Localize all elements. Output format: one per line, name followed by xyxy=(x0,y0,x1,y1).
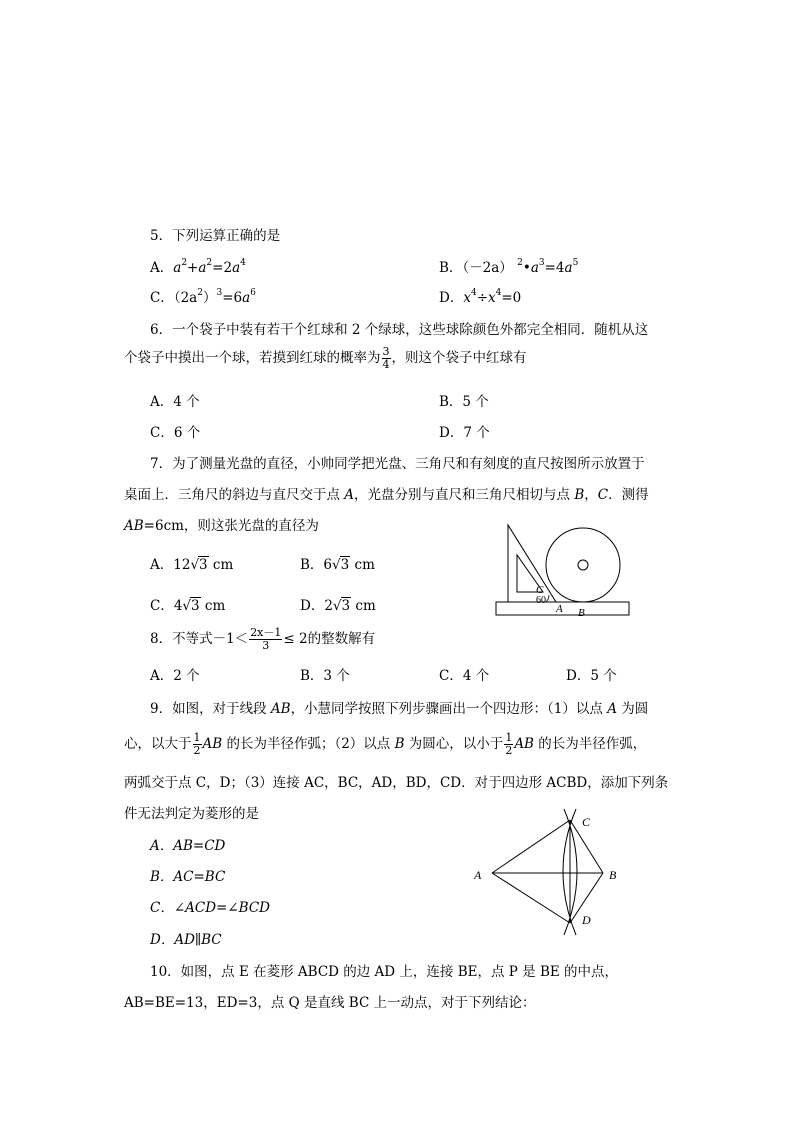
q6-line2: 个袋子中摸出一个球，若摸到红球的概率为 $\frac{3}{4}$ ，则这个袋子中红球有 xyxy=(124,345,527,371)
label-c: C xyxy=(582,815,591,829)
label-d: D xyxy=(582,913,591,927)
q9-option-b: B．AC=BC xyxy=(150,869,226,885)
fraction: $\frac{1}{2}$ xyxy=(505,731,513,757)
label-c: C xyxy=(536,584,544,596)
q10-line1: 10．如图，点 E 在菱形 ABCD 的边 AD 上，连接 BE，点 P 是 BE 的中点， xyxy=(150,964,619,980)
triangle-ruler xyxy=(508,525,556,602)
q9-line3: 两弧交于点 C，D；（3）连接 AC，BC，AD，BD，CD．对于四边形 ACBD，添加下列条 xyxy=(124,775,669,791)
label-b: B xyxy=(578,607,585,619)
fraction: $\frac{1}{2}$ xyxy=(193,731,201,757)
q8-option-a: A．2 个 xyxy=(150,668,200,684)
q5-option-a: A．$a^2+a^2=2a^4$ xyxy=(150,258,246,276)
q5-stem: 5．下列运算正确的是 xyxy=(150,228,281,244)
q9-line1: 9．如图，对于线段 AB，小慧同学按照下列步骤画出一个四边形：（1）以点 A 为圆 xyxy=(150,701,649,717)
q7-figure xyxy=(490,520,635,620)
label-60: 60 xyxy=(536,595,546,606)
q9-option-d: D．AD∥BC xyxy=(150,932,222,948)
q9-line4: 件无法判定为菱形的是 xyxy=(124,806,259,822)
disc xyxy=(546,528,620,602)
q7-line2: 桌面上．三角尺的斜边与直尺交于点 A，光盘分别与直尺和三角尺相切与点 B，C．测得 xyxy=(124,487,649,503)
q8-option-d: D．5 个 xyxy=(566,668,617,684)
q7-option-d: D．2√3 cm xyxy=(300,598,376,614)
q6-option-c: C．6 个 xyxy=(150,425,201,441)
q7-option-b: B．6√3 cm xyxy=(300,557,375,573)
q5-option-b: B．（－2a） $^2•a^3=4a^5$ xyxy=(439,258,579,276)
q7-option-c: C．4√3 cm xyxy=(150,598,226,614)
q6-option-d: D．7 个 xyxy=(439,425,490,441)
q7-line1: 7．为了测量光盘的直径，小帅同学把光盘、三角尺和有刻度的直尺按图所示放置于 xyxy=(150,456,645,472)
label-a: A xyxy=(556,603,563,615)
q7-line3: AB=6cm，则这张光盘的直径为 xyxy=(124,518,319,534)
disc-hole xyxy=(578,560,588,570)
q8-option-b: B．3 个 xyxy=(300,668,350,684)
segment-ad xyxy=(492,873,570,923)
segment-ac xyxy=(492,820,570,873)
q6-line1: 6．一个袋子中装有若干个红球和 2 个绿球，这些球除颜色外都完全相同．随机从这 xyxy=(150,322,649,338)
q10-line2: AB=BE=13，ED=3，点 Q 是直线 BC 上一动点，对于下列结论： xyxy=(124,995,536,1011)
label-a: A xyxy=(474,868,482,882)
fraction: $\frac{3}{4}$ xyxy=(382,345,390,371)
q6-option-a: A．4 个 xyxy=(150,394,200,410)
q8-stem: 8．不等式－1＜ $\frac{2x-1}{3}$ ≤ 2的整数解有 xyxy=(150,626,376,652)
q6-option-b: B．5 个 xyxy=(439,394,489,410)
q5-option-d: D．$x^4\div x^4=0$ xyxy=(439,288,522,306)
q8-option-c: C．4 个 xyxy=(439,668,490,684)
label-b: B xyxy=(609,868,617,882)
q5-option-c: C．$(2a^2)^3=6a^6$ xyxy=(150,288,256,306)
fraction: $\frac{2x-1}{3}$ xyxy=(250,626,282,652)
q9-figure xyxy=(470,805,630,940)
q7-option-a: A．12√3 cm xyxy=(150,557,234,573)
q9-line2: 心，以大于 $\frac{1}{2}$ AB 的长为半径作弧；（2）以点 B 为圆心，以小于 $\frac{1}{2}$ AB 的长为半径作弧， xyxy=(124,731,647,757)
q9-option-a: A．AB=CD xyxy=(150,838,226,854)
q9-option-c: C．∠ACD=∠BCD xyxy=(150,900,270,916)
